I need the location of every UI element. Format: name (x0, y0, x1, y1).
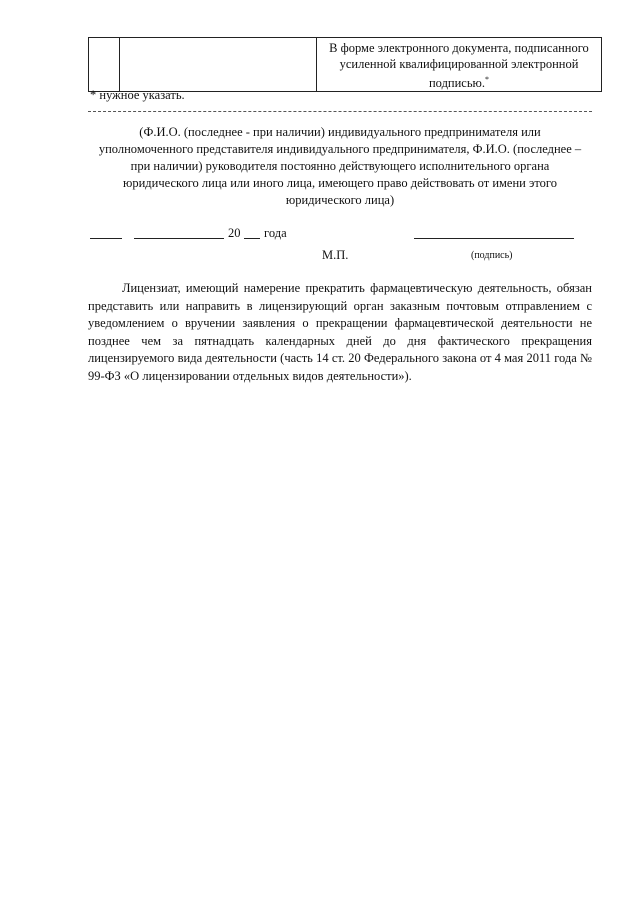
name-underline (88, 111, 592, 112)
table-cell-number (89, 38, 120, 92)
fio-caption (88, 124, 592, 209)
table-row (89, 38, 602, 92)
notice-paragraph: Лицензиат, имеющий намерение прекратить фармацевтическую деятельность, обязан представить или направить в лицензирующий орган заказным почтовым отправлением с уведомлением о вручении заявления о прекращении фармацевтической деятельности не позднее чем за пятнадцать календарных дней до дня фактического прекращения лицензируемого вида деятельности (часть 14 ст. 20 Федерального закона от 4 мая 2011 года № 99-ФЗ «О лицензировании отдельных видов деятельности»). (88, 281, 592, 383)
cell-text-line2: усиленной квалифицированной электронной (339, 57, 579, 71)
signature-blank (414, 238, 574, 239)
fio-line: юридического лица) (285, 193, 395, 207)
form-table (88, 37, 602, 92)
year-suffix: года (264, 226, 287, 240)
fio-line: при наличии) руководителя постоянно действующего исполнительного органа (130, 159, 550, 173)
stamp-label: М.П. (322, 248, 349, 262)
cell-text-line3: подписью. (428, 76, 486, 91)
cell-text-line1: В форме электронного документа, подписанного (329, 41, 589, 55)
footnote: * нужное указать. (90, 88, 185, 102)
table-cell-blank (120, 38, 317, 92)
signature-caption: (подпись) (471, 250, 513, 261)
fio-line: юридического лица или иного лица, имеющего право действовать от имени этого (123, 176, 557, 190)
fio-line: уполномоченного представителя индивидуального предпринимателя, Ф.И.О. (последнее – (98, 142, 582, 156)
table-cell-electronic-form (317, 38, 602, 92)
fio-line: (Ф.И.О. (последнее - при наличии) индивидуального предпринимателя или (139, 125, 541, 139)
cell-footnote-marker: * (485, 75, 490, 84)
year-prefix: 20 (228, 226, 241, 240)
month-blank (134, 238, 224, 239)
year-blank (244, 238, 260, 239)
day-blank (90, 238, 122, 239)
